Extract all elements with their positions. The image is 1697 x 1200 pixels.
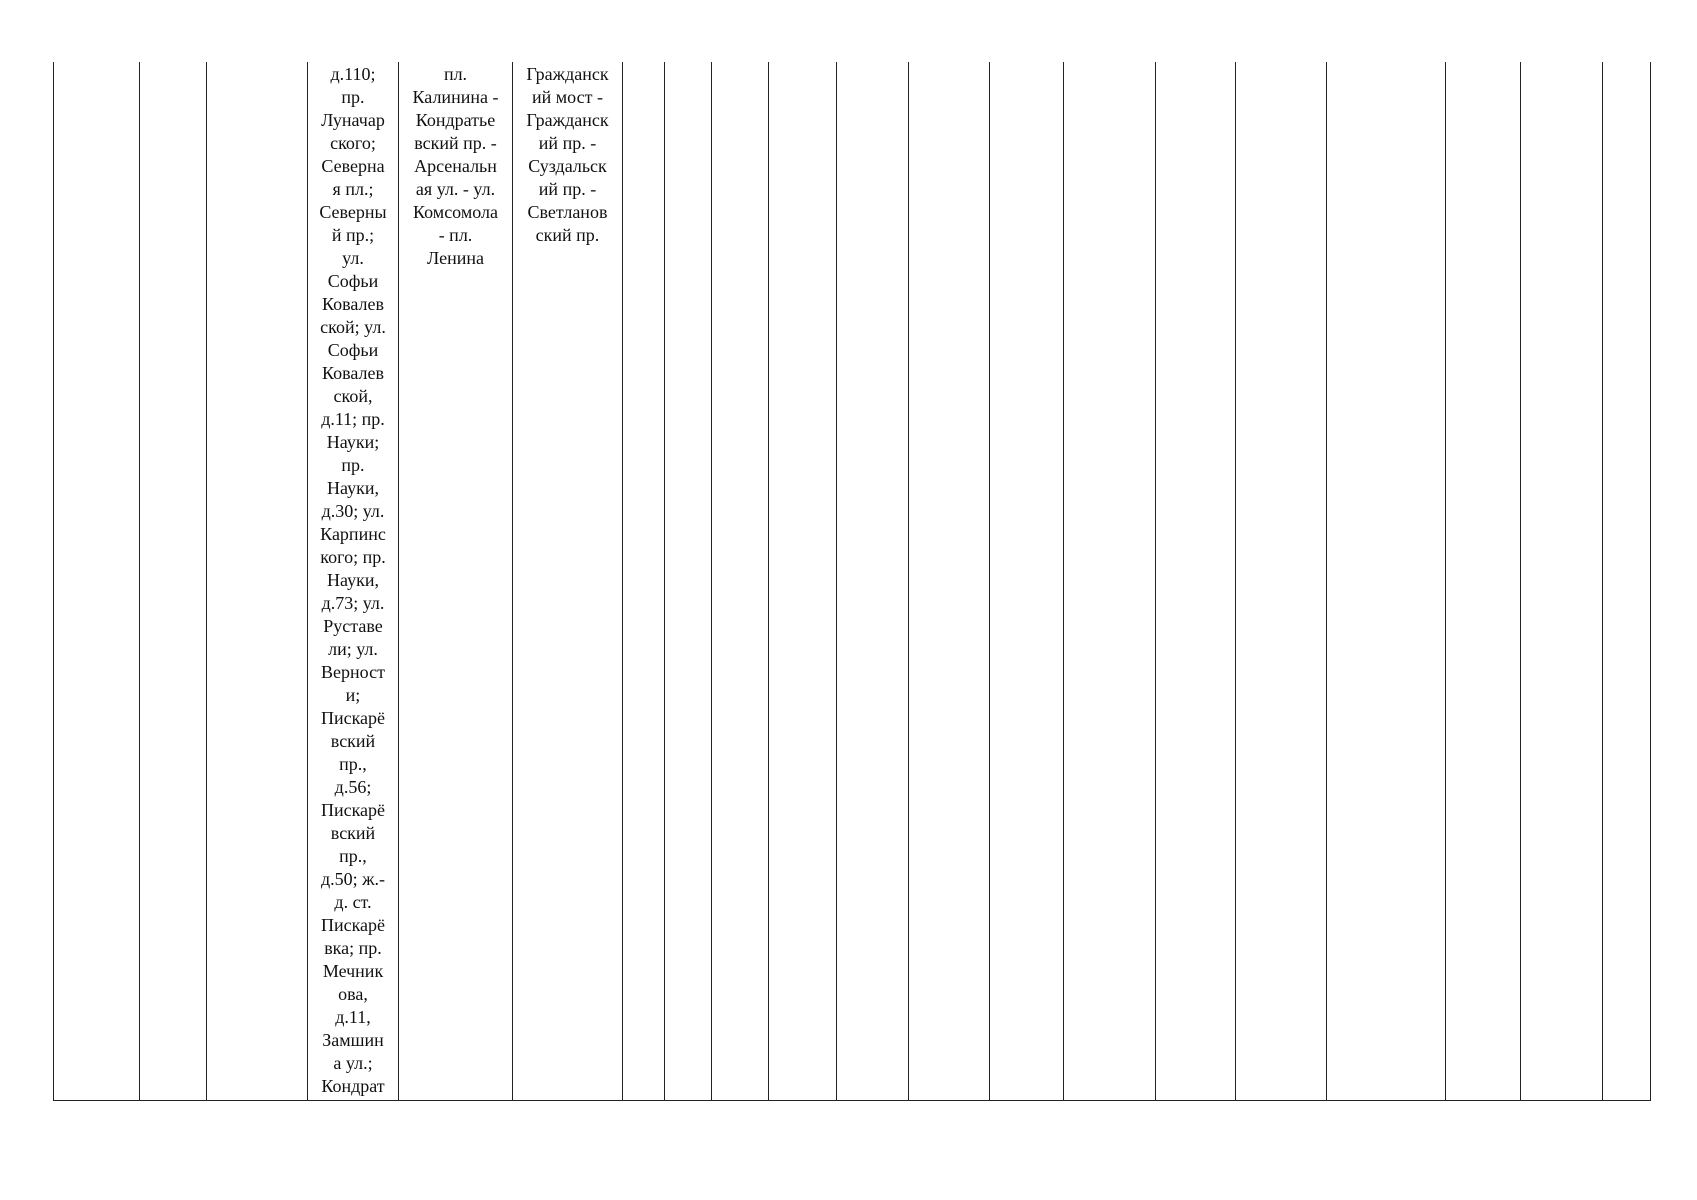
route-table (53, 62, 1651, 1101)
cell-text-8 (665, 62, 711, 63)
route-forward-text: пл. Калинина - Кондратье вский пр. - Арсенальн ая ул. - ул. Комсомола - пл. Ленина (412, 64, 499, 268)
table-cell-3 (207, 62, 308, 1101)
cell-text-15 (1156, 62, 1235, 63)
cell-text-20 (1603, 62, 1650, 63)
table-cell-9 (712, 62, 769, 1101)
table-cell-11 (837, 62, 909, 1101)
cell-text-14 (1064, 62, 1155, 63)
cell-text-10 (769, 62, 836, 63)
cell-text-11 (837, 62, 908, 63)
table-cell-7 (623, 62, 665, 1101)
table-cell-16 (1236, 62, 1327, 1101)
table-cell-stops (308, 62, 399, 1101)
cell-text-17 (1327, 62, 1445, 63)
table-cell-2 (140, 62, 207, 1101)
table-cell-route-forward (399, 62, 513, 1101)
table-cell-12 (909, 62, 990, 1101)
cell-text-7 (623, 62, 664, 63)
table-cell-8 (665, 62, 712, 1101)
table-cell-route-streets (513, 62, 623, 1101)
cell-text-16 (1236, 62, 1326, 63)
table-cell-20 (1603, 62, 1651, 1101)
table-cell-14 (1064, 62, 1156, 1101)
table-cell-1 (54, 62, 140, 1101)
cell-text-19 (1521, 62, 1602, 63)
cell-text-18 (1446, 62, 1520, 63)
table-row (54, 62, 1651, 1101)
table-cell-13 (990, 62, 1064, 1101)
cell-text-9 (712, 62, 768, 63)
cell-text-3 (207, 62, 307, 63)
cell-text-2 (140, 62, 206, 63)
table-cell-19 (1521, 62, 1603, 1101)
table-cell-18 (1446, 62, 1521, 1101)
stops-list-text: д.110; пр. Луначар ского; Северна я пл.; Северны й пр.; ул. Софьи Ковалев ской; ул. Софьи Ковалев ской, д.11; пр. Науки; пр. Науки, д.30; ул. Карпинс кого; пр. Науки, д.73; ул. Руставе ли; ул. Верност и; Пискарё вский пр., д.56; Пискарё вский пр., д.50; ж.- д. ст. Пискарё вка; пр. Мечник ова, д.11, Замшин а ул.; Кондрат (319, 64, 387, 1096)
cell-text-1 (54, 62, 139, 63)
cell-text-13 (990, 62, 1063, 63)
table-cell-17 (1327, 62, 1446, 1101)
cell-text-12 (909, 62, 989, 63)
route-streets-text: Гражданск ий мост - Гражданск ий пр. - Суздальск ий пр. - Светланов ский пр. (526, 64, 609, 245)
table-cell-10 (769, 62, 837, 1101)
table-cell-15 (1156, 62, 1236, 1101)
